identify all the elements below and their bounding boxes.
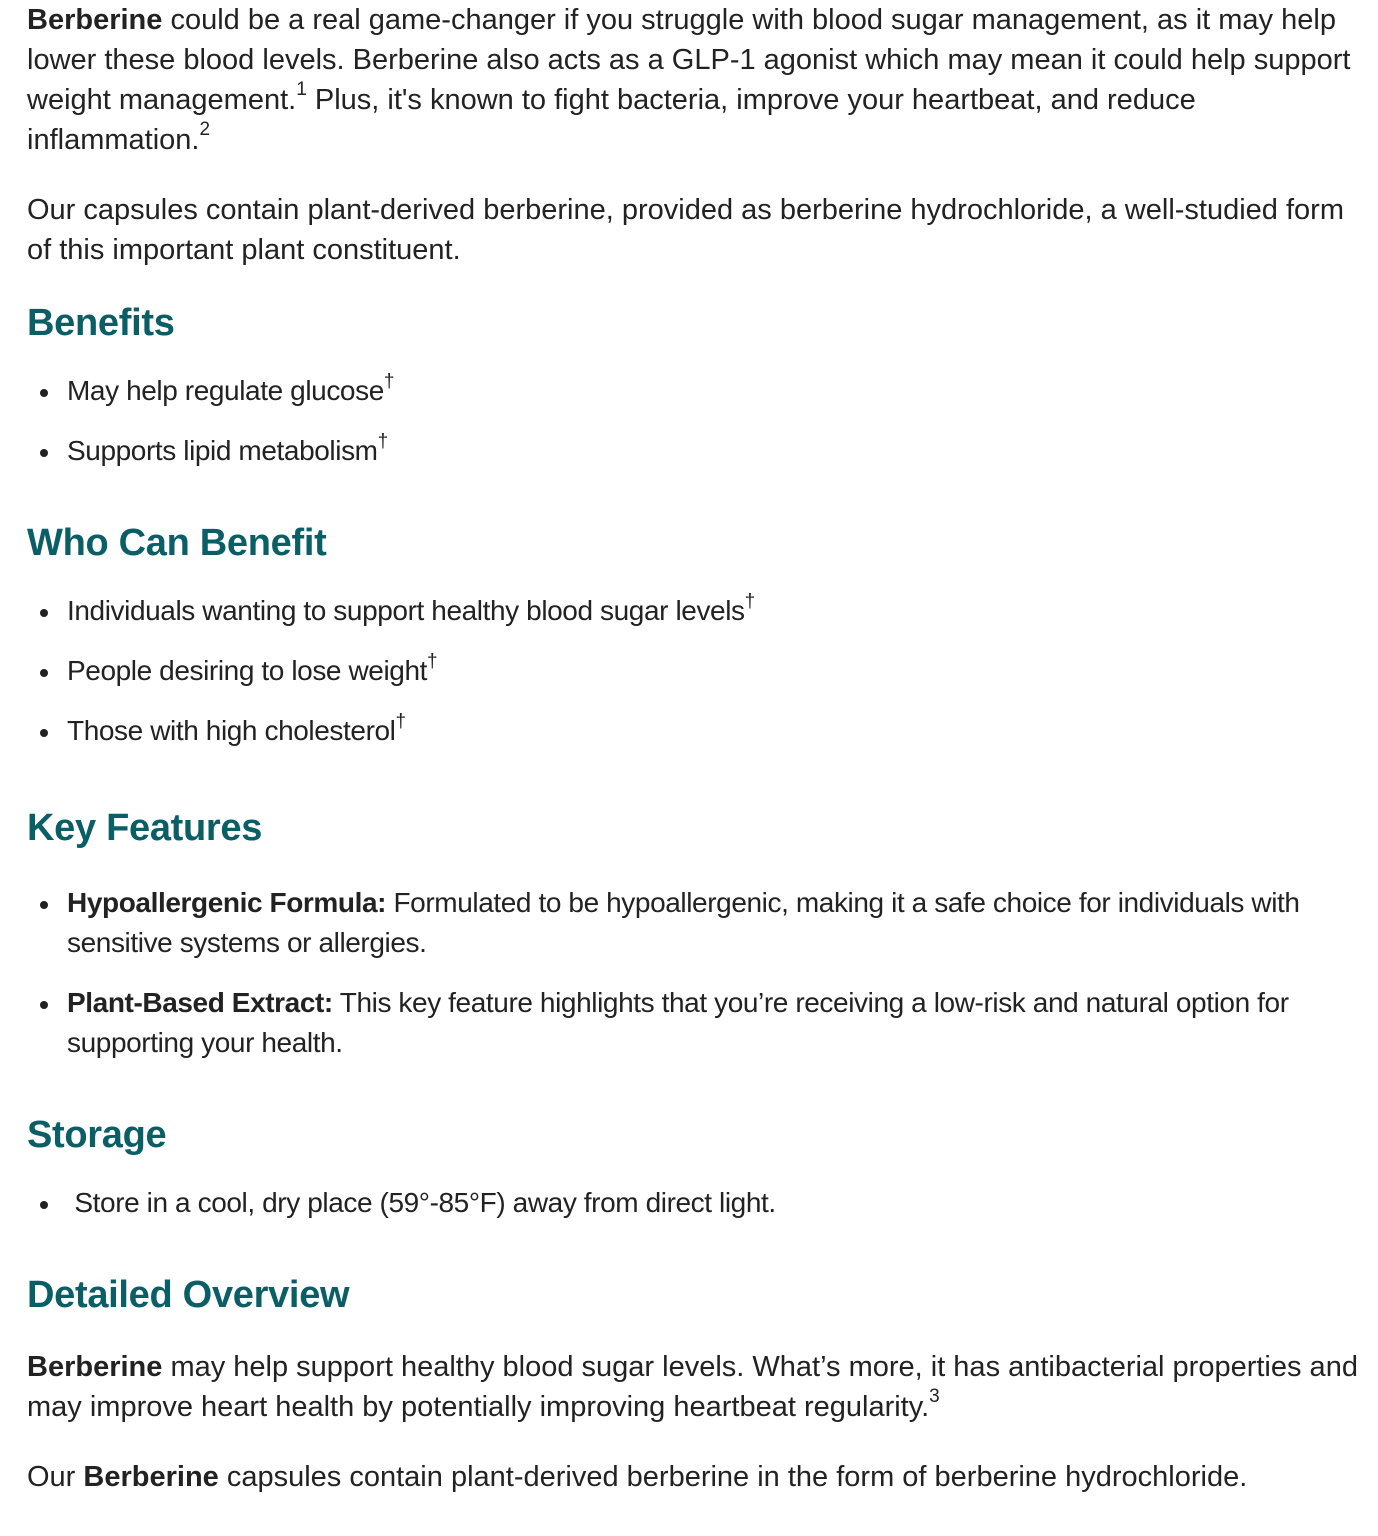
list-item-text: People desiring to lose weight — [67, 655, 428, 686]
list-item-text: Those with high cholesterol — [67, 715, 396, 746]
list-item — [27, 983, 1362, 1063]
intro-paragraph-1 — [27, 0, 1362, 160]
list-item — [27, 651, 1362, 691]
footnote-ref-2[interactable]: 2 — [199, 119, 211, 141]
who-can-benefit-list — [27, 591, 1362, 751]
product-name: Berberine — [83, 1461, 219, 1493]
key-features-list — [27, 883, 1362, 1063]
list-item-text: May help regulate glucose — [67, 375, 384, 406]
product-name: Berberine — [27, 4, 163, 36]
key-features-heading: Key Features — [27, 807, 263, 849]
list-item — [27, 431, 1362, 471]
feature-title: Plant-Based Extract: — [67, 987, 333, 1018]
overview-text: may help support healthy blood sugar levels. What’s more, it has antibacterial properties and may improve heart health by potentially improving heartbeat regularity. — [27, 1351, 1358, 1423]
who-can-benefit-heading: Who Can Benefit — [27, 522, 327, 564]
dagger-mark: † — [377, 430, 388, 452]
overview-prefix: Our — [27, 1461, 84, 1493]
list-item — [27, 711, 1362, 751]
list-item — [27, 1183, 1362, 1223]
benefits-list — [27, 371, 1362, 471]
dagger-mark: † — [427, 650, 438, 672]
feature-text: Formulated to be hypoallergenic, making it a safe choice for individuals with sensitive systems or allergies. — [67, 887, 1300, 958]
dagger-mark: † — [395, 710, 406, 732]
list-item-text: Individuals wanting to support healthy blood sugar levels — [67, 595, 745, 626]
storage-heading: Storage — [27, 1114, 167, 1156]
list-item — [27, 371, 1362, 411]
overview-paragraph-2 — [27, 1457, 1362, 1497]
overview-text: capsules contain plant-derived berberine in the form of berberine hydrochloride. — [218, 1461, 1248, 1493]
feature-title: Hypoallergenic Formula: — [67, 887, 387, 918]
overview-paragraph-1 — [27, 1347, 1362, 1427]
feature-text: This key feature highlights that you’re receiving a low-risk and natural option for supporting your health. — [67, 987, 1289, 1058]
product-name: Berberine — [27, 1351, 163, 1383]
footnote-ref-1[interactable]: 1 — [296, 79, 307, 101]
intro-paragraph-2: Our capsules contain plant-derived berberine, provided as berberine hydrochloride, a well-studied form of this important plant constituent. — [27, 194, 1344, 266]
intro-text-a: could be a real game-changer if you struggle with blood sugar management, as it may help lower these blood levels. Berberine also acts as a GLP-1 agonist which may mean it could help support weight management. — [27, 4, 1351, 116]
list-item — [27, 591, 1362, 631]
list-item — [27, 883, 1362, 963]
list-item-text: Store in a cool, dry place (59°-85°F) away from direct light. — [67, 1187, 776, 1218]
list-item-text: Supports lipid metabolism — [67, 435, 378, 466]
benefits-heading: Benefits — [27, 302, 175, 344]
dagger-mark: † — [744, 590, 755, 612]
intro-text-b: Plus, it's known to fight bacteria, improve your heartbeat, and reduce inflammation. — [27, 84, 1196, 156]
footnote-ref-3[interactable]: 3 — [929, 1386, 940, 1408]
dagger-mark: † — [383, 370, 395, 392]
storage-list — [27, 1183, 1362, 1223]
detailed-overview-heading: Detailed Overview — [27, 1274, 350, 1316]
